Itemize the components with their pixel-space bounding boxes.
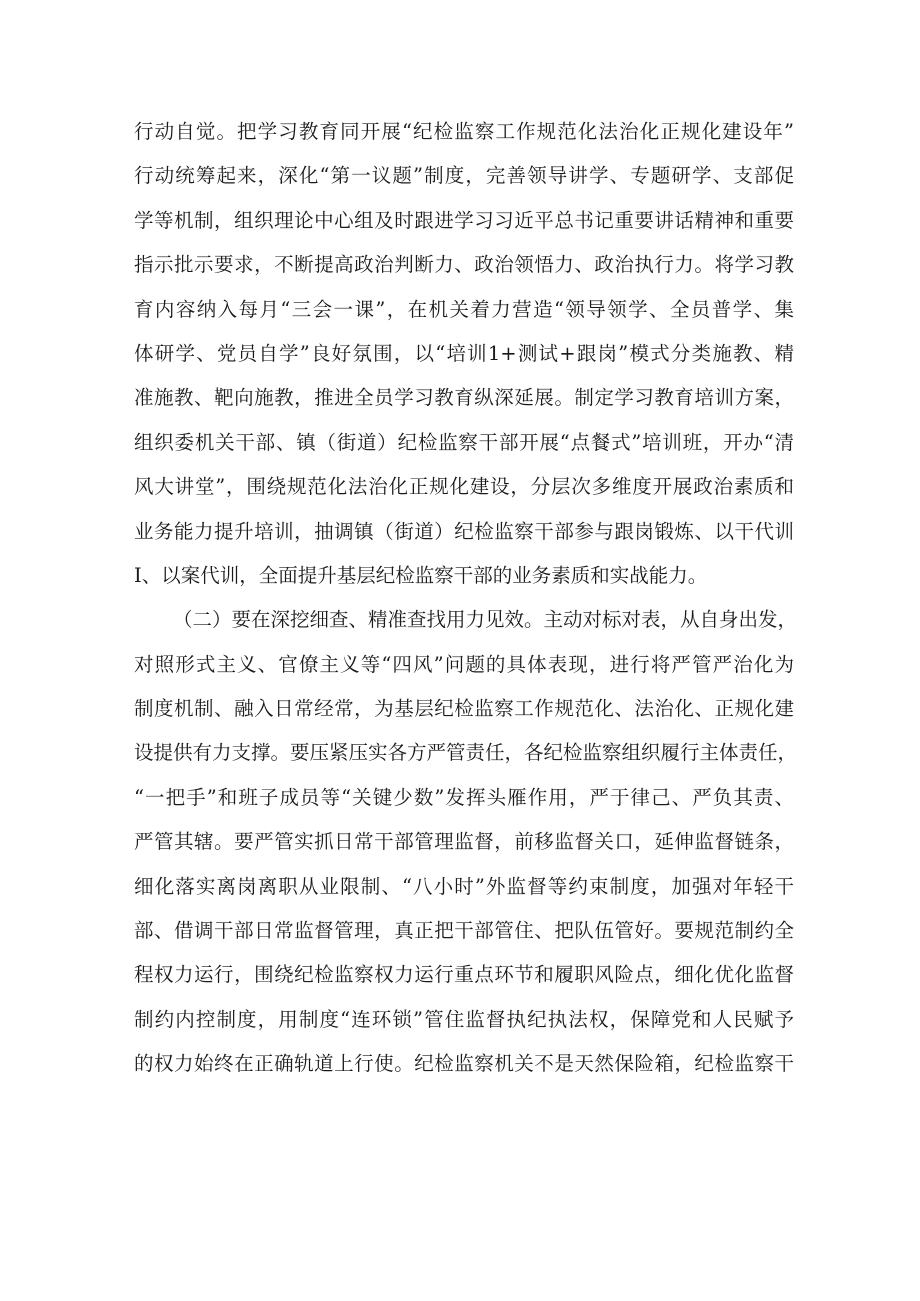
text-line: 育内容纳入每月“三会一课”，在机关着力营造“领导领学、全员普学、集 xyxy=(134,297,794,321)
document-body xyxy=(134,110,798,1087)
text-line: 程权力运行，围绕纪检监察权力运行重点环节和履职风险点，细化优化监督 xyxy=(134,963,794,987)
text-line: 部、借调干部日常监督管理，真正把干部管住、把队伍管好。要规范制约全 xyxy=(134,919,794,943)
text-line: 准施教、靶向施教，推进全员学习教育纵深延展。制定学习教育培训方案， xyxy=(134,386,794,410)
text-line: 设提供有力支撑。要压紧压实各方严管责任，各纪检监察组织履行主体责任， xyxy=(134,741,798,765)
text-line: 行动统筹起来，深化“第一议题”制度，完善领导讲学、专题研学、支部促 xyxy=(134,164,794,188)
paragraph-2 xyxy=(134,598,798,1086)
text-line: 组织委机关干部、镇（街道）纪检监察干部开展“点餐式”培训班，开办“清 xyxy=(134,430,794,454)
text-line: 学等机制，组织理论中心组及时跟进学习习近平总书记重要讲话精神和重要 xyxy=(134,208,794,232)
text-line: （二）要在深挖细查、精准查找用力见效。主动对标对表，从自身出发， xyxy=(173,608,798,632)
text-line: “一把手”和班子成员等“关键少数”发挥头雁作用，严于律己、严负其责、 xyxy=(134,785,794,809)
text-line: 严管其辖。要严管实抓日常干部管理监督，前移监督关口，延伸监督链条， xyxy=(134,830,794,854)
text-line: 制度机制、融入日常经常，为基层纪检监察工作规范化、法治化、正规化建 xyxy=(134,697,794,721)
text-line: 业务能力提升培训，抽调镇（街道）纪检监察干部参与跟岗锻炼、以干代训 xyxy=(134,519,794,543)
text-line: 的权力始终在正确轨道上行使。纪检监察机关不是天然保险箱，纪检监察干 xyxy=(134,1052,794,1076)
text-line: 制约内控制度，用制度“连环锁”管住监督执纪执法权，保障党和人民赋予 xyxy=(134,1007,794,1031)
text-line: 体研学、党员自学”良好氛围，以“培训1+测试+跟岗”模式分类施教、精 xyxy=(134,341,794,365)
text-line: I、以案代训，全面提升基层纪检监察干部的业务素质和实战能力。 xyxy=(134,563,708,587)
text-line: 风大讲堂”，围绕规范化法治化正规化建设，分层次多维度开展政治素质和 xyxy=(134,475,794,499)
text-line: 细化落实离岗离职从业限制、“八小时”外监督等约束制度，加强对年轻干 xyxy=(134,874,794,898)
text-line: 对照形式主义、官僚主义等“四风”问题的具体表现，进行将严管严治化为 xyxy=(134,652,794,676)
text-line: 行动自觉。把学习教育同开展“纪检监察工作规范化法治化正规化建设年” xyxy=(134,120,794,143)
text-line: 指示批示要求，不断提高政治判断力、政治领悟力、政治执行力。将学习教 xyxy=(134,253,794,277)
paragraph-1 xyxy=(134,110,794,598)
